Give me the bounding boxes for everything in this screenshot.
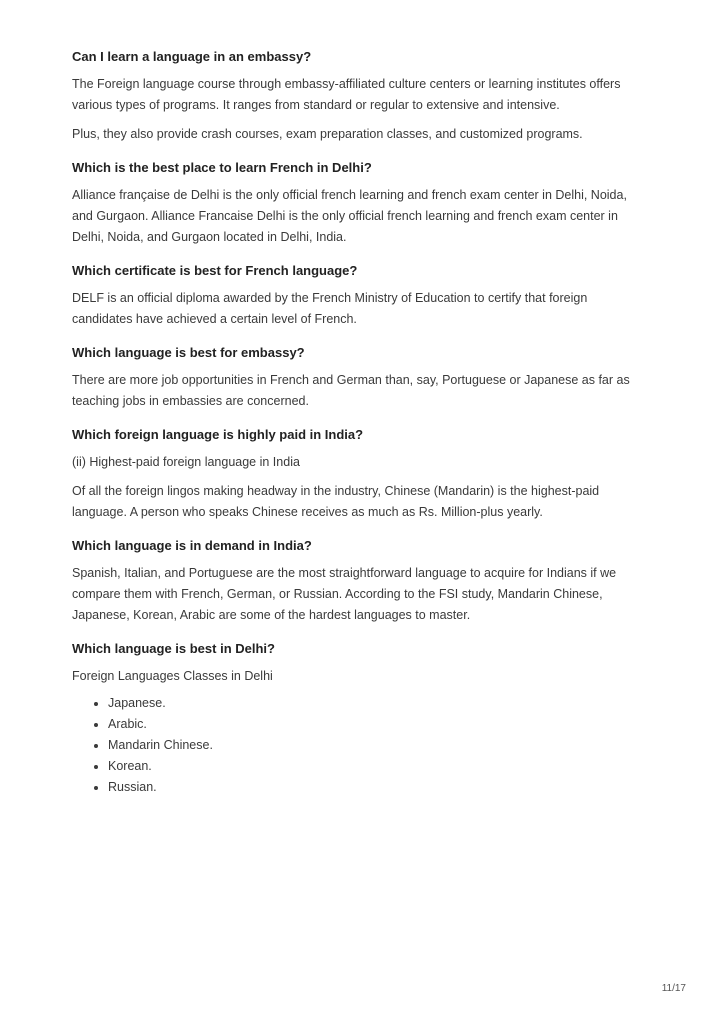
faq-question: Which language is best in Delhi? (72, 641, 275, 656)
faq-section-highly-paid (72, 426, 650, 523)
faq-section-in-demand (72, 537, 650, 626)
faq-question: Which language is best for embassy? (72, 345, 305, 360)
faq-answer: Alliance française de Delhi is the only official french learning and french exam center in Delhi, Noida, and Gurgaon. Alliance Francaise Delhi is the only official french learning and french exam center in Delhi, Noida, and Gurgaon located in Delhi, India. (72, 188, 627, 244)
faq-question: Which foreign language is highly paid in India? (72, 427, 364, 442)
document-page (72, 48, 650, 812)
list-item: • Mandarin Chinese. (108, 735, 650, 756)
faq-question: Which language is in demand in India? (72, 538, 312, 553)
faq-answer: (ii) Highest-paid foreign language in India (72, 455, 300, 469)
faq-answer: Foreign Languages Classes in Delhi (72, 669, 273, 683)
faq-section-french-certificate (72, 262, 650, 330)
faq-answer: There are more job opportunities in French and German than, say, Portuguese or Japanese as far as teaching jobs in embassies are concerned. (72, 373, 630, 408)
list-item: • Korean. (108, 756, 650, 777)
faq-section-embassy (72, 48, 650, 145)
faq-section-embassy-language (72, 344, 650, 412)
faq-answer: Of all the foreign lingos making headway in the industry, Chinese (Mandarin) is the highest-paid language. A person who speaks Chinese receives as much as Rs. Million-plus yearly. (72, 484, 600, 519)
faq-answer: Plus, they also provide crash courses, exam preparation classes, and customized programs. (72, 127, 583, 141)
list-item: • Arabic. (108, 714, 650, 735)
faq-answer: The Foreign language course through embassy-affiliated culture centers or learning institutes offers various types of programs. It ranges from standard or regular to extensive and intensive. (72, 77, 621, 112)
list-item: • Japanese. (108, 693, 650, 714)
faq-question: Which is the best place to learn French in Delhi? (72, 160, 372, 175)
page-number: 11/17 (661, 983, 686, 994)
language-list (72, 693, 650, 798)
list-item: • Russian. (108, 777, 650, 798)
faq-question: Can I learn a language in an embassy? (72, 49, 312, 64)
faq-section-best-in-delhi (72, 640, 650, 798)
faq-section-french-delhi (72, 159, 650, 248)
faq-answer: Spanish, Italian, and Portuguese are the most straightforward language to acquire for Indians if we compare them with French, German, or Russian. According to the FSI study, Mandarin Chinese, Japanese, Korean, Arabic are some of the hardest languages to master. (72, 566, 617, 622)
faq-question: Which certificate is best for French language? (72, 263, 358, 278)
faq-answer: DELF is an official diploma awarded by the French Ministry of Education to certify that foreign candidates have achieved a certain level of French. (72, 291, 588, 326)
